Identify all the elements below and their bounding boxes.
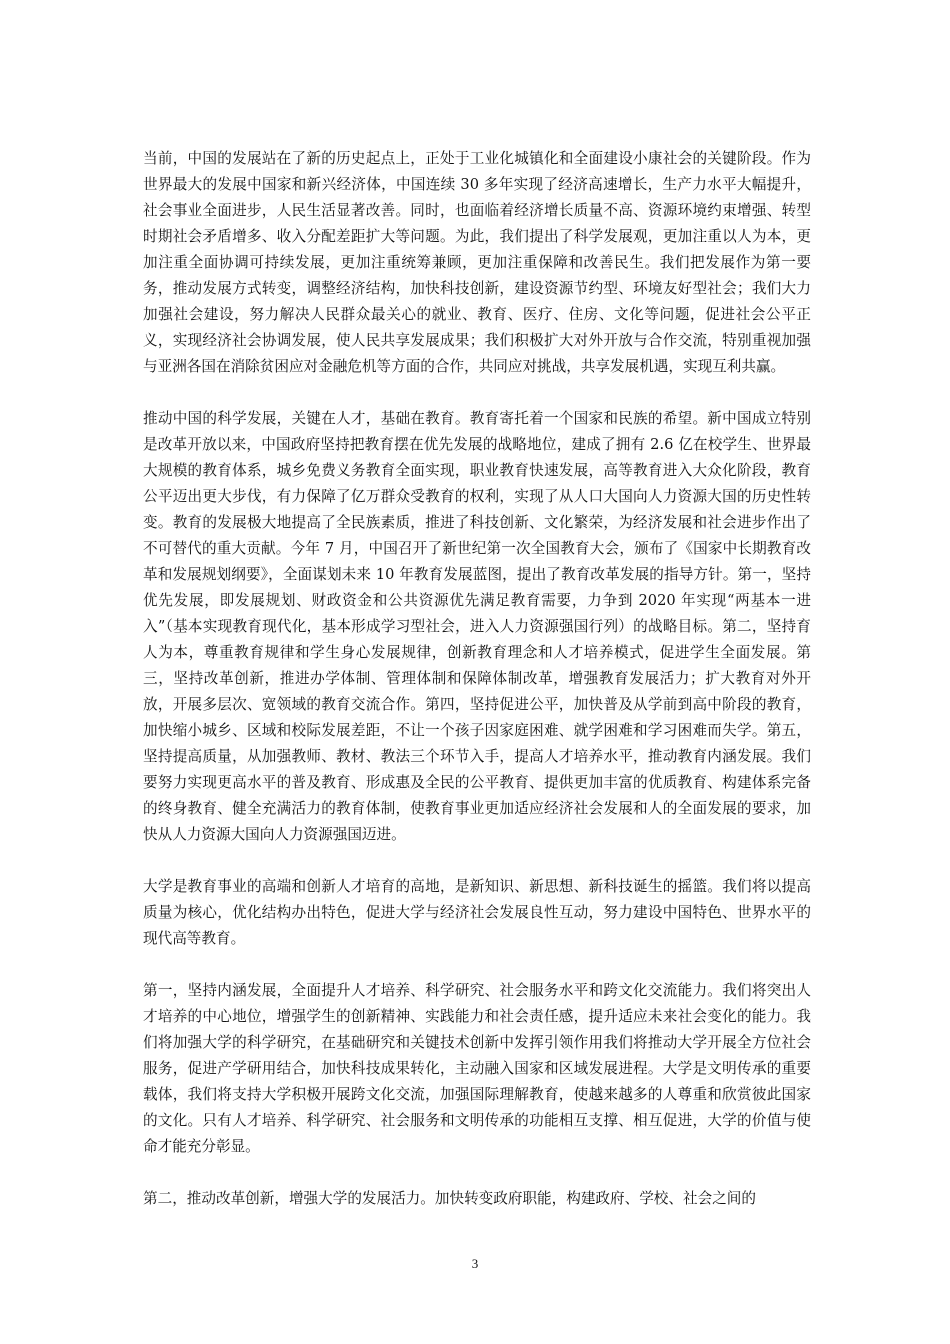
paragraph-2: 推动中国的科学发展，关键在人才，基础在教育。教育寄托着一个国家和民族的希望。新中国成立特别是改革开放以来，中国政府坚持把教育摆在优先发展的战略地位，建成了拥有 2.6 亿在校学生、世界最大规模的教育体系，城乡免费义务教育全面实现，职业教育快速发展，高等教育进入大众化阶段，教育公平迈出更大步伐，有力保障了亿万群众受教育的权利，实现了从人口大国向人力资源大国的历史性转变。教育的发展极大地提高了全民族素质，推进了科技创新、文化繁荣，为经济发展和社会进步作出了不可替代的重大贡献。今年 7 月，中国召开了新世纪第一次全国教育大会，颁布了《国家中长期教育改革和发展规划纲要》，全面谋划未来 10 年教育发展蓝图，提出了教育改革发展的指导方针。第一，坚持优先发展，即发展规划、财政资金和公共资源优先满足教育需要，力争到 2020 年实现“两基本一进入”（基本实现教育现代化，基本形成学习型社会，进入人力资源强国行列）的战略目标。第二，坚持育人为本，尊重教育规律和学生身心发展规律，创新教育理念和人才培养模式，促进学生全面发展。第三，坚持改革创新，推进办学体制、管理体制和保障体制改革，增强教育发展活力；扩大教育对外开放，开展多层次、宽领域的教育交流合作。第四，坚持促进公平，加快普及从学前到高中阶段的教育，加快缩小城乡、区域和校际发展差距，不让一个孩子因家庭困难、就学困难和学习困难而失学。第五，坚持提高质量，从加强教师、教材、教法三个环节入手，提高人才培养水平，推动教育内涵发展。我们要努力实现更高水平的普及教育、形成惠及全民的公平教育、提供更加丰富的优质教育、构建体系完备的终身教育、健全充满活力的教育体制，使教育事业更加适应经济社会发展和人的全面发展的要求，加快从人力资源大国向人力资源强国迈进。 — [143, 410, 811, 843]
paragraph-4: 第一，坚持内涵发展，全面提升人才培养、科学研究、社会服务水平和跨文化交流能力。我们将突出人才培养的中心地位，增强学生的创新精神、实践能力和社会责任感，提升适应未来社会变化的能力。我们将加强大学的科学研究，在基础研究和关键技术创新中发挥引领作用我们将推动大学开展全方位社会服务，促进产学研用结合，加快科技成果转化，主动融入国家和区域发展进程。大学是文明传承的重要载体，我们将支持大学积极开展跨文化交流，加强国际理解教育，使越来越多的人尊重和欣赏彼此国家的文化。只有人才培养、科学研究、社会服务和文明传承的功能相互支撑、相互促进，大学的价值与使命才能充分彰显。 — [143, 982, 811, 1155]
paragraph-1: 当前，中国的发展站在了新的历史起点上，正处于工业化城镇化和全面建设小康社会的关键阶段。作为世界最大的发展中国家和新兴经济体，中国连续 30 多年实现了经济高速增长，生产力水平大幅提升，社会事业全面进步，人民生活显著改善。同时，也面临着经济增长质量不高、资源环境约束增强、转型时期社会矛盾增多、收入分配差距扩大等问题。为此，我们提出了科学发展观，更加注重以人为本，更加注重全面协调可持续发展，更加注重统筹兼顾，更加注重保障和改善民生。我们把发展作为第一要务，推动发展方式转变，调整经济结构，加快科技创新，建设资源节约型、环境友好型社会；我们大力加强社会建设，努力解决人民群众最关心的就业、教育、医疗、住房、文化等问题，促进社会公平正义，实现经济社会协调发展，使人民共享发展成果；我们积极扩大对外开放与合作交流，特别重视加强与亚洲各国在消除贫困应对金融危机等方面的合作，共同应对挑战，共享发展机遇，实现互利共赢。 — [143, 150, 811, 375]
paragraph-5: 第二，推动改革创新，增强大学的发展活力。加快转变政府职能，构建政府、学校、社会之间的 — [143, 1190, 756, 1207]
page-number: 3 — [471, 1256, 479, 1271]
document-body — [143, 146, 811, 1238]
paragraph-3: 大学是教育事业的高端和创新人才培育的高地，是新知识、新思想、新科技诞生的摇篮。我们将以提高质量为核心，优化结构办出特色，促进大学与经济社会发展良性互动，努力建设中国特色、世界水平的现代高等教育。 — [143, 878, 811, 947]
